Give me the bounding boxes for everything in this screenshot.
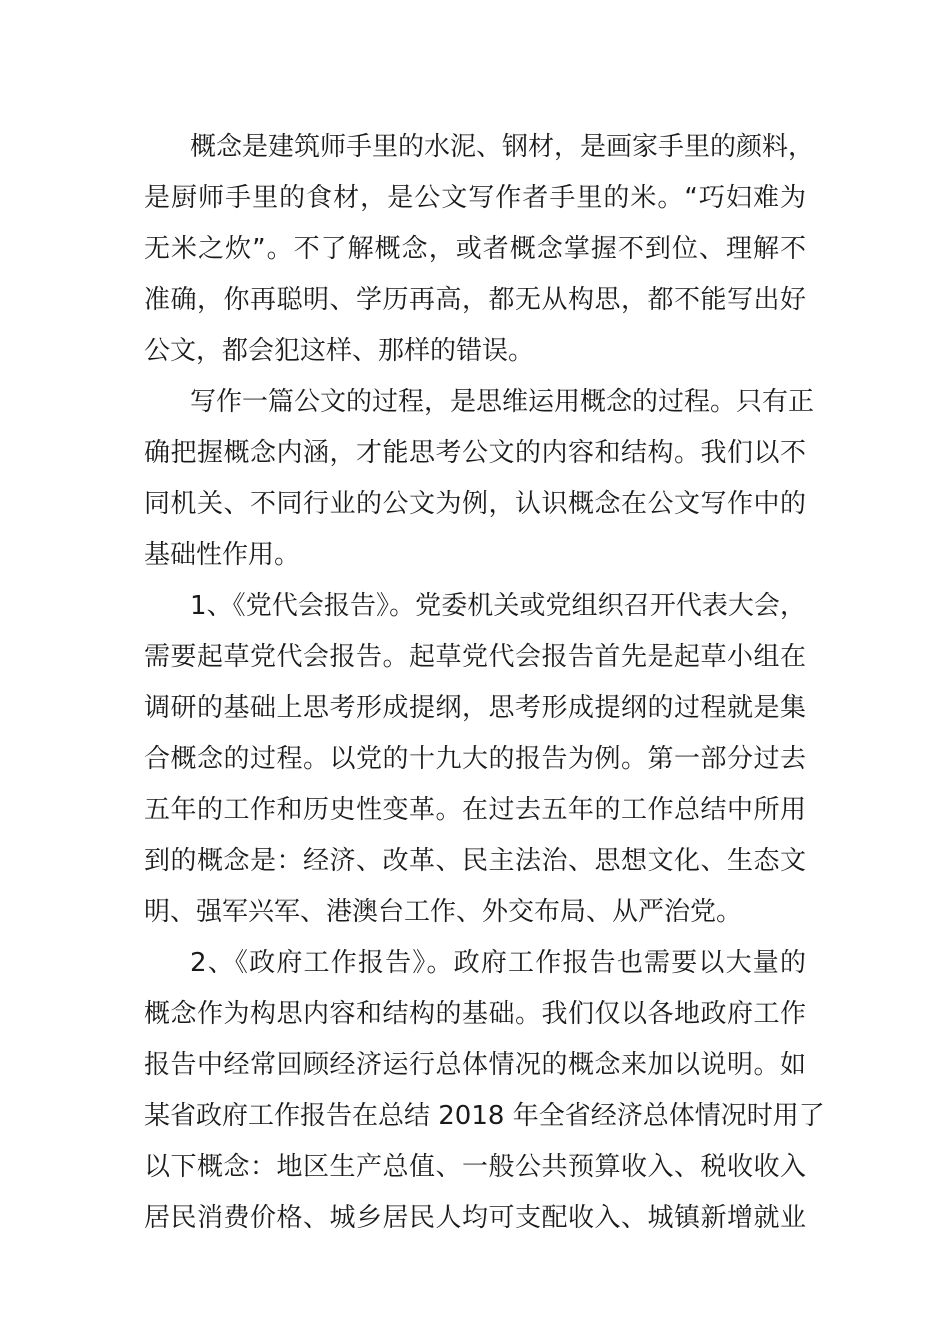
- paragraph-3-line-4: 合概念的过程。以党的十九大的报告为例。第一部分过去: [144, 744, 806, 774]
- paragraph-4-line-6: 居民消费价格、城乡居民人均可支配收入、城镇新增就业: [144, 1203, 806, 1233]
- paragraph-3-line-6: 到的概念是：经济、改革、民主法治、思想文化、生态文: [144, 846, 806, 876]
- paragraph-3-line-7: 明、强军兴军、港澳台工作、外交布局、从严治党。: [144, 897, 743, 927]
- paragraph-1-line-3: 无米之炊”。不了解概念，或者概念掌握不到位、理解不: [144, 234, 806, 264]
- paragraph-4-line-3: 报告中经常回顾经济运行总体情况的概念来加以说明。如: [144, 1050, 806, 1080]
- paragraph-3-line-5: 五年的工作和历史性变革。在过去五年的工作总结中所用: [144, 795, 806, 825]
- paragraph-4-line-2: 概念作为构思内容和结构的基础。我们仅以各地政府工作: [144, 999, 806, 1029]
- paragraph-1-line-2: 是厨师手里的食材，是公文写作者手里的米。“巧妇难为: [144, 183, 806, 213]
- paragraph-2-line-3: 同机关、不同行业的公文为例，认识概念在公文写作中的: [144, 489, 806, 519]
- paragraph-3-line-3: 调研的基础上思考形成提纲，思考形成提纲的过程就是集: [144, 693, 806, 723]
- paragraph-2-line-1: 写作一篇公文的过程，是思维运用概念的过程。只有正: [190, 387, 815, 417]
- paragraph-2-line-2: 确把握概念内涵，才能思考公文的内容和结构。我们以不: [144, 438, 806, 468]
- paragraph-1-line-4: 准确，你再聪明、学历再高，都无从构思，都不能写出好: [144, 285, 806, 315]
- paragraph-4-line-1: 2、《政府工作报告》。政府工作报告也需要以大量的: [190, 948, 806, 978]
- paragraph-1-line-1: 概念是建筑师手里的水泥、钢材，是画家手里的颜料，: [190, 132, 815, 162]
- document-body: [144, 122, 824, 1244]
- paragraph-3-line-2: 需要起草党代会报告。起草党代会报告首先是起草小组在: [144, 642, 806, 672]
- paragraph-3-line-1: 1、《党代会报告》。党委机关或党组织召开代表大会，: [190, 591, 806, 621]
- paragraph-4-line-5: 以下概念：地区生产总值、一般公共预算收入、税收收入: [144, 1152, 806, 1182]
- paragraph-1-line-5: 公文，都会犯这样、那样的错误。: [144, 336, 535, 366]
- paragraph-4-line-4: 某省政府工作报告在总结 2018 年全省经济总体情况时用了: [144, 1101, 825, 1131]
- paragraph-2-line-4: 基础性作用。: [144, 540, 301, 570]
